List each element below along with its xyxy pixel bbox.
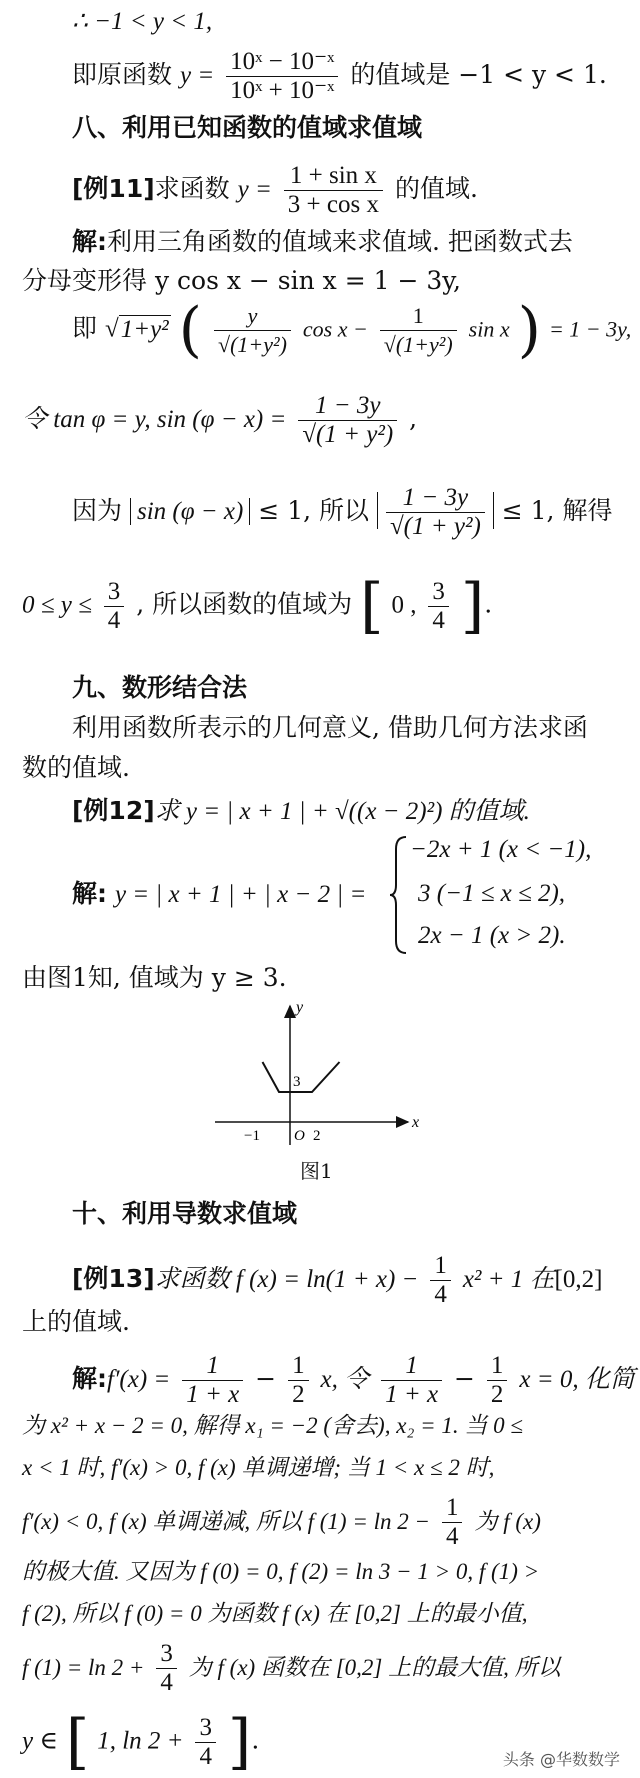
text-line: x < 1 时, f′(x) > 0, f (x) 单调递增; 当 1 < x ≤ 2 时, (22, 1455, 495, 1480)
equation-line: 0 ≤ y ≤ $\frac{3}{4}$ , 所以函数的值域为 [ 0 , $\frac{3}{4}$ ]. (22, 571, 493, 641)
piecewise-case: 2x − 1 (x > 2). (418, 922, 566, 949)
text-line: 解:利用三角函数的值域来求值域. 把函数式去 (72, 227, 573, 256)
figure-1 (210, 1000, 430, 1150)
tick-label-neg1: −1 (244, 1128, 260, 1144)
function-graph (210, 1000, 430, 1150)
text-line: 数的值域. (22, 753, 130, 782)
text-line: 的极大值. 又因为 f (0) = 0, f (2) = ln 3 − 1 > 0, f (1) > (22, 1559, 540, 1584)
section-heading: 八、利用已知函数的值域求值域 (72, 113, 423, 142)
text-line: 为 x² + x − 2 = 0, 解得 x₁ = −2 (舍去), x₂ = 1. 当 0 ≤ (22, 1413, 524, 1438)
text-line: 分母变形得 y cos x − sin x = 1 − 3y, (22, 266, 462, 295)
equation-line: 解:f′(x) = $\frac{1}{1 + x}$ − $\frac{1}{2}$ x, 令 $\frac{1}{1 + x}$ − $\frac{1}{2}$ x = 0, 化简 (72, 1352, 635, 1408)
example-11: [例11]求函数 y = $\frac{\text{1 + sin x}}{\text{3 + cos x}}$ 的值域. (72, 162, 478, 218)
example-12: [例12]求 y = | x + 1 | + √((x − 2)²) 的值域. (72, 796, 530, 825)
equation-line: 令 tan φ = y, sin (φ − x) = $\frac{1 - 3y}{\text{√(1 + y²)}}$ , (22, 392, 418, 448)
equation-line: f′(x) < 0, f (x) 单调递减, 所以 f (1) = ln 2 − $\frac{1}{4}$ 为 f (x) (22, 1494, 541, 1550)
piecewise-equation: 解: y = | x + 1 | + | x − 2 | = (72, 879, 367, 908)
text-line: 即原函数 y = $\frac{\text{10ˣ − 10⁻ˣ}}{\text{10ˣ + 10⁻ˣ}}$ 的值域是 −1 < y < 1. (72, 48, 607, 104)
equation-line: y ∈ [ 1, ln 2 + $\frac{3}{4}$ ]. (22, 1707, 260, 1777)
example-13: [例13]求函数 f (x) = ln(1 + x) − $\frac{1}{4}$ x² + 1 在[0,2] (72, 1252, 603, 1308)
y-axis-label: y (296, 1000, 304, 1016)
text-line: ∴ −1 < y < 1, (72, 8, 213, 35)
piecewise-case: −2x + 1 (x < −1), (410, 836, 592, 863)
equation-line: 因为 sin (φ − x) ≤ 1, 所以 $\frac{1 - 3y}{\text{√(1 + y²)}}$ ≤ 1, 解得 (72, 484, 613, 540)
figure-caption: 图1 (300, 1159, 333, 1183)
text-line: 上的值域. (22, 1307, 130, 1336)
piecewise-case: 3 (−1 ≤ x ≤ 2), (418, 880, 566, 907)
text-line: 由图1知, 值域为 y ≥ 3. (22, 963, 287, 992)
graph-curve (263, 1062, 340, 1092)
brace-icon (388, 835, 408, 955)
tick-label-2: 2 (313, 1128, 321, 1144)
tick-label-3: 3 (293, 1074, 301, 1090)
x-axis-label: x (412, 1114, 420, 1131)
origin-label: O (294, 1128, 305, 1144)
watermark: 头条 @华数数学 (502, 1750, 620, 1769)
equation-line: 即 √1+y² ( $\frac{y}{\text{√(1+y²)}}$ cos x − $\frac{1}{\text{√(1+y²)}}$ sin x ) = 1 − 3y, (72, 295, 632, 365)
equation-line: f (1) = ln 2 + $\frac{3}{4}$ 为 f (x) 函数在 [0,2] 上的最大值, 所以 (22, 1640, 561, 1696)
section-heading: 九、数形结合法 (72, 673, 248, 702)
text-line: f (2), 所以 f (0) = 0 为函数 f (x) 在 [0,2] 上的最小值, (22, 1601, 528, 1626)
section-heading: 十、利用导数求值域 (72, 1199, 298, 1228)
text-line: 利用函数所表示的几何意义, 借助几何方法求函 (72, 713, 588, 742)
